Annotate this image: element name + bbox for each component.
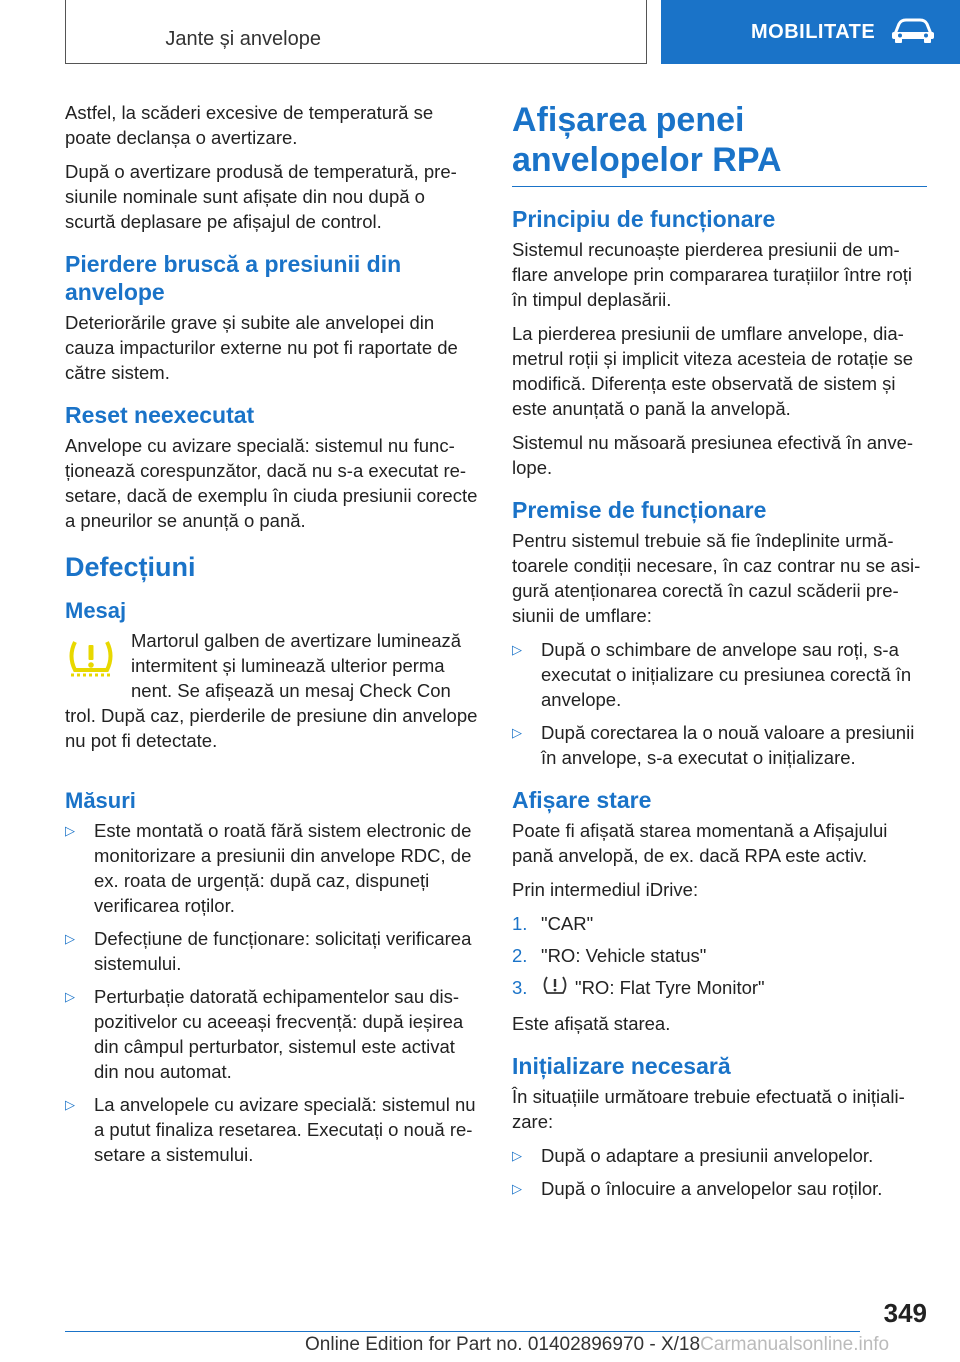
triangle-bullet-icon: ▷: [65, 823, 75, 838]
premise-list: [512, 637, 927, 770]
list-item: 1. "CAR": [512, 913, 594, 934]
title-divider: [512, 186, 927, 187]
triangle-bullet-icon: ▷: [512, 725, 522, 740]
triangle-bullet-icon: ▷: [512, 1148, 522, 1164]
header-section-title: Jante și anvelope: [165, 28, 321, 50]
flat-tyre-icon: [541, 975, 569, 1003]
heading-premise: Premise de funcționare: [512, 497, 767, 523]
list-item: ▷ După o înlocuire a anvelopelor sau roților.: [512, 1178, 883, 1200]
paragraph: Astfel, la scăderi excesive de temperatură se poate declanșa o avertizare.: [65, 102, 434, 148]
init-list: [512, 1143, 927, 1201]
footer: [305, 1334, 889, 1356]
chapter-title: MOBILITATE: [751, 20, 876, 43]
heading-initialization: Inițializare necesară: [512, 1053, 731, 1080]
chapter-tab[interactable]: [661, 0, 960, 64]
triangle-bullet-icon: ▷: [512, 642, 522, 657]
edition-text: Online Edition for Part no. 01402896970 - X/18: [305, 1334, 701, 1355]
message-line: nent. Se afișează un mesaj Check Con: [131, 680, 451, 701]
paragraph: Sistemul recunoaște pierderea presiunii de umflare anvelope prin compararea turațiilor între roți în timpul deplasării.: [512, 239, 912, 310]
list-item: 2. "RO: Vehicle status": [512, 945, 707, 966]
message-line: intermitent și luminează ulterior perma: [131, 655, 445, 676]
heading-status: Afișare stare: [512, 787, 652, 813]
triangle-bullet-icon: ▷: [65, 989, 75, 1004]
list-item: ▷ După corectarea la o nouă valoare a presiunii în anvelope, s-a executat o inițializare.: [512, 722, 915, 768]
measures-list: [65, 818, 480, 1167]
list-item: 3. "RO: Flat Tyre Monitor": [512, 975, 927, 1003]
paragraph: Este afișată starea.: [512, 1013, 671, 1035]
paragraph: Prin intermediul iDrive:: [512, 879, 699, 900]
right-column: [512, 100, 927, 1209]
triangle-bullet-icon: ▷: [512, 1181, 522, 1197]
triangle-bullet-icon: ▷: [65, 1097, 75, 1112]
list-item: ▷ Defecțiune de funcționare: solicitați verificarea sistemului.: [65, 928, 472, 974]
watermark: Carmanualsonline.info: [700, 1334, 890, 1355]
paragraph: După o avertizare produsă de temperatură, presiunile nominale sunt afișate din nou după o scurtă deplasare pe afișajul de control.: [65, 161, 457, 232]
paragraph: Anvelope cu avizare specială: sistemul nu funcționează corespunzător, dacă nu s-a executat resetare, dacă de exemplu în ciuda presiunii corecte a pneurilor se anunță o pană.: [65, 435, 478, 531]
paragraph: Deteriorările grave și subite ale anvelopei din cauza impacturilor externe nu pot fi raportate de către sistem.: [65, 312, 458, 383]
message-line: trol. După caz, pierderile de presiune din anvelope nu pot fi detectate.: [65, 705, 478, 751]
heading-principle: Principiu de funcționare: [512, 206, 776, 232]
triangle-bullet-icon: ▷: [65, 931, 75, 946]
paragraph: La pierderea presiunii de umflare anvelope, diametrul roții și implicit viteza acesteia de rotație se modifică. Diferența este observată de sistem și este anunțată o pană la anvelopă.: [512, 323, 913, 419]
footer-divider: [65, 1331, 860, 1332]
car-icon: [889, 16, 937, 49]
paragraph: Poate fi afișată starea momentană a Afișajului pană anvelopă, de ex. dacă RPA este activ.: [512, 820, 888, 866]
heading-sudden-loss: Pierdere bruscă a presiunii din anvelope: [65, 251, 402, 305]
heading-faults: Defecțiuni: [65, 552, 196, 582]
heading-reset: Reset neexecutat: [65, 402, 255, 428]
header-box: [65, 0, 647, 64]
paragraph: Sistemul nu măsoară presiunea efectivă în anvelope.: [512, 432, 914, 478]
list-item: ▷ La anvelopele cu avizare specială: sistemul nu a putut finaliza resetarea. Executați o nouă resetare a sistemului.: [65, 1094, 476, 1165]
list-item: ▷ Perturbație datorată echipamentelor sau dispozitivelor cu aceeași frecvență: după ieșirea din câmpul perturbator, sistemul este activat din nou automat.: [65, 986, 464, 1082]
heading-measures: Măsuri: [65, 788, 136, 813]
tire-pressure-warning-icon: [65, 638, 117, 685]
warning-message-block: [65, 628, 480, 753]
idrive-steps: [512, 911, 927, 1003]
page-title: Afișarea penei anvelopelor RPA: [512, 101, 782, 179]
list-item: ▷ După o adaptare a presiunii anvelopelor.: [512, 1145, 874, 1167]
left-column: [65, 100, 480, 1175]
list-item: ▷ După o schimbare de anvelope sau roți, s-a executat o inițializare cu presiunea corectă în anvelope.: [512, 639, 912, 710]
list-item: ▷ Este montată o roată fără sistem electronic de monitorizare a presiunii din anvelope RDC, de ex. roata de urgență: după caz, dispuneți verificarea roților.: [65, 820, 472, 916]
heading-message: Mesaj: [65, 598, 127, 623]
paragraph: Pentru sistemul trebuie să fie îndeplinite următoarele condiții necesare, în caz contrar nu se asigură atenționarea corectă în cazul scăderii presiunii de umflare:: [512, 530, 921, 626]
page-number: 349: [883, 1298, 927, 1328]
paragraph: În situațiile următoare trebuie efectuată o inițializare:: [512, 1086, 905, 1133]
message-line: Martorul galben de avertizare luminează: [131, 630, 462, 651]
